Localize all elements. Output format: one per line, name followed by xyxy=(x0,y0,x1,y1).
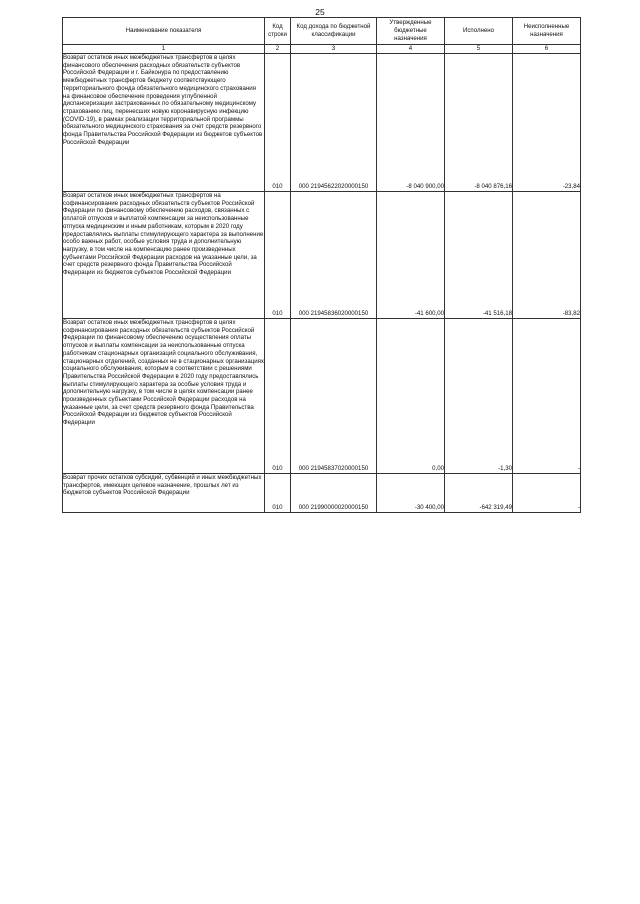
header-income-code: Код дохода по бюджетной классификации xyxy=(291,18,377,45)
table-row xyxy=(63,54,581,192)
header-executed: Исполнено xyxy=(445,18,513,45)
row-code: 010 xyxy=(265,192,291,319)
column-number: 2 xyxy=(265,45,291,54)
row-name: Возврат прочих остатков субсидий, субвенций и иных межбюджетных трансфертов, имеющих целевое назначение, прошлых лет из бюджетов субъектов Российской Федерации xyxy=(63,474,265,513)
column-number: 1 xyxy=(63,45,265,54)
row-name: Возврат остатков иных межбюджетных трансфертов в целях финансового обеспечения расходных обязательств субъектов Российской Федерации и г. Байконура по предоставлению межбюджетных трансфертов бюджету соответствующего территориального фонда обязательного медицинского страхования на финансовое обеспечение проведения углубленной диспансеризации застрахованных по обязательному медицинскому страхованию лиц, перенесших новую коронавирусную инфекцию (COVID-19), в рамках реализации территориальной программы обязательного медицинского страхования за счет средств резервного фонда Правительства Российской Федерации из бюджетов субъектов Российской Федерации xyxy=(63,54,265,192)
row-income-code: 000 21990000020000150 xyxy=(291,474,377,513)
table-header-row xyxy=(63,18,581,45)
header-name: Наименование показателя xyxy=(63,18,265,45)
row-approved: -8 040 900,00 xyxy=(377,54,445,192)
row-unexecuted: -23,84 xyxy=(513,54,581,192)
row-code: 010 xyxy=(265,54,291,192)
row-unexecuted: - xyxy=(513,474,581,513)
row-executed: -8 040 876,16 xyxy=(445,54,513,192)
row-income-code: 000 21945622020000150 xyxy=(291,54,377,192)
budget-report-table xyxy=(62,17,581,513)
column-number: 3 xyxy=(291,45,377,54)
column-number: 6 xyxy=(513,45,581,54)
header-approved: Утвержденные бюджетные назначения xyxy=(377,18,445,45)
row-unexecuted: - xyxy=(513,319,581,474)
header-unexecuted: Неисполненные назначения xyxy=(513,18,581,45)
row-executed: -1,30 xyxy=(445,319,513,474)
row-income-code: 000 21945837020000150 xyxy=(291,319,377,474)
row-approved: -41 600,00 xyxy=(377,192,445,319)
row-approved: 0,00 xyxy=(377,319,445,474)
row-executed: -41 516,18 xyxy=(445,192,513,319)
row-name: Возврат остатков иных межбюджетных трансфертов на софинансирование расходных обязательств субъектов Российской Федерации по финансовому обеспечению расходов, связанных с оплатой отпусков и выплатой компенсации за неиспользованные отпуска медицинским и иным работникам, которым в 2020 году предоставлялись выплаты стимулирующего характера за выполнение особо важных работ, особые условия труда и дополнительную нагрузку, в том числе на компенсацию ранее произведенных субъектами Российской Федерации расходов на указанные цели, за счет средств резервного фонда Правительства Российской Федерации из бюджетов субъектов Российской Федерации xyxy=(63,192,265,319)
column-number: 5 xyxy=(445,45,513,54)
table-row xyxy=(63,474,581,513)
page-number: 25 xyxy=(315,7,325,17)
row-unexecuted: -83,82 xyxy=(513,192,581,319)
row-approved: -30 400,00 xyxy=(377,474,445,513)
column-number-row xyxy=(63,45,581,54)
row-code: 010 xyxy=(265,474,291,513)
row-income-code: 000 21945836020000150 xyxy=(291,192,377,319)
header-code: Код строки xyxy=(265,18,291,45)
row-name: Возврат остатков иных межбюджетных трансфертов в целях софинансирования расходных обязательств субъектов Российской Федерации по финансовому обеспечению осуществления оплаты отпусков и выплаты компенсации за неиспользованные отпуска работникам стационарных организаций социального обслуживания, стационарных отделений, созданных не в стационарных организациях социального обслуживания, которым в соответствии с решениями Правительства Российской Федерации в 2020 году предоставлялись выплаты стимулирующего характера за особые условия труда и дополнительную нагрузку, в том числе в целях компенсации ранее произведенных субъектами Российской Федерации расходов на указанные цели, за счет средств резервного фонда Правительства Российской Федерации из бюджетов субъектов Российской Федерации xyxy=(63,319,265,474)
row-executed: -642 319,49 xyxy=(445,474,513,513)
column-number: 4 xyxy=(377,45,445,54)
table-row xyxy=(63,319,581,474)
row-code: 010 xyxy=(265,319,291,474)
table-row xyxy=(63,192,581,319)
